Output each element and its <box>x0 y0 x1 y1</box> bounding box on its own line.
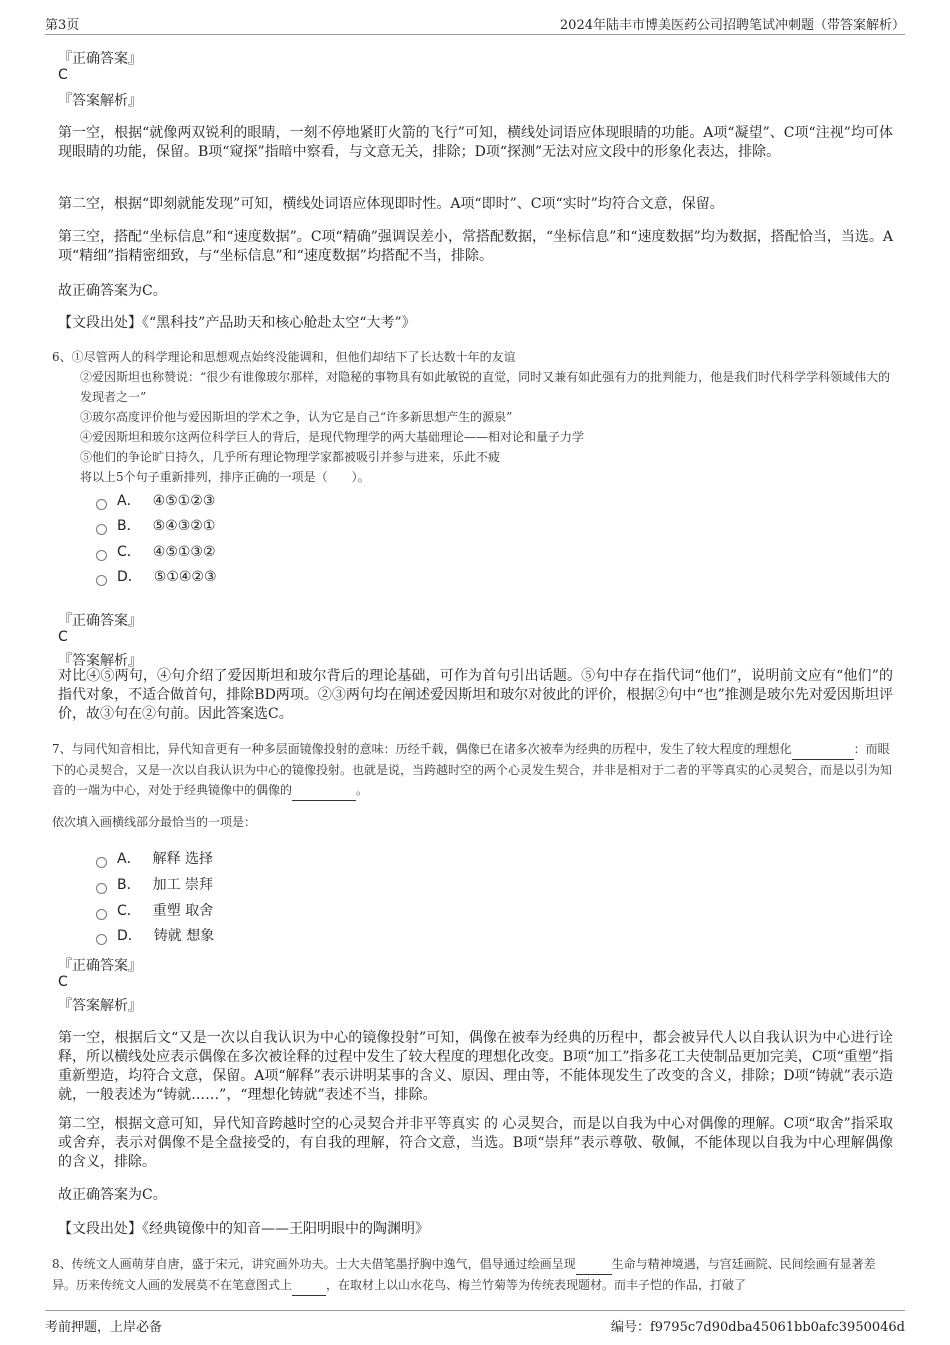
q7-answer: C <box>58 974 68 990</box>
q6-line-3: ③玻尔高度评价他与爱因斯坦的学术之争，认为它是自己“许多新思想产生的源泉” <box>80 410 513 424</box>
radio-icon[interactable] <box>96 524 107 535</box>
q6-stem <box>52 347 897 487</box>
footer-slogan: 考前押题，上岸必备 <box>45 1320 163 1335</box>
q6-answer: C <box>58 629 68 645</box>
q7-analysis-label: 『答案解析』 <box>58 998 142 1014</box>
q5-analysis-para-3: 第三空，搭配“坐标信息”和“速度数据”。C项“精确”强调误差小，常搭配数据，“坐标信息”和“速度数据”均为数据，搭配恰当，当选。A项“精细”指精密细致，与“坐标信息”和“速度数据”均搭配不当，排除。 <box>58 229 893 264</box>
q7-blank-2 <box>292 780 356 801</box>
q6-line-2: ②爱因斯坦也称赞说：“很少有谁像玻尔那样，对隐秘的事物具有如此敏锐的直觉，同时又兼有如此强有力的批判能力，他是我们时代科学学科领域伟大的发现者之一” <box>80 370 891 404</box>
radio-icon[interactable] <box>96 883 107 894</box>
q7-conclusion: 故正确答案为C。 <box>58 1187 167 1203</box>
q5-answer: C <box>58 67 68 83</box>
q5-answer-label: 『正确答案』 <box>58 51 142 67</box>
q6-analysis: 对比④⑤两句，④句介绍了爱因斯坦和玻尔背后的理论基础，可作为首句引出话题。⑤句中存在指代词“他们”，说明前文应有“他们”的指代对象，不适合做首句，排除BD两项。②③两句均在阐述爱因斯坦和玻尔对彼此的评价，根据②句中“也”推测是玻尔先对爱因斯坦评价，故③句在②句前。因此答案选C。 <box>58 668 893 722</box>
q6-instruction: 将以上5个句子重新排列，排序正确的一项是（ ）。 <box>80 470 370 484</box>
q5-analysis-label: 『答案解析』 <box>58 93 142 109</box>
q6-option-d[interactable]: D． ⑤①④②③ <box>96 567 217 587</box>
q7-analysis-para-2: 第二空，根据文意可知，异代知音跨越时空的心灵契合并非平等真实 的 心灵契合，而是以自我为中心对偶像的理解。C项“取舍”指采取或舍弃，表示对偶像不是全盘接受的，有自我的理解，符合文意，当选。B项“崇拜”表示尊敬、敬佩，不能体现以自我为中心理解偶像的含义，排除。 <box>58 1116 893 1170</box>
q7-source: 【文段出处】《经典镜像中的知音——王阳明眼中的陶渊明》 <box>58 1221 429 1237</box>
radio-icon[interactable] <box>96 909 107 920</box>
radio-icon[interactable] <box>96 499 107 510</box>
q7-option-a[interactable]: A． 解释 选择 <box>96 849 213 869</box>
radio-icon[interactable] <box>96 550 107 561</box>
q7-instruction: 依次填入画横线部分最恰当的一项是： <box>52 815 257 829</box>
q7-blank-1 <box>792 739 854 760</box>
page-header <box>45 12 905 35</box>
page-footer <box>45 1310 905 1335</box>
q7-option-b[interactable]: B． 加工 崇拜 <box>96 875 213 895</box>
q6-analysis-label: 『答案解析』 <box>58 653 142 669</box>
q8-blank-2 <box>292 1275 326 1296</box>
radio-icon[interactable] <box>96 575 107 586</box>
q5-conclusion: 故正确答案为C。 <box>58 283 167 299</box>
q6-line-4: ④爱因斯坦和玻尔这两位科学巨人的背后，是现代物理学的两大基础理论——相对论和量子力学 <box>80 430 585 444</box>
q5-analysis-para-1: 第一空，根据“就像两双锐利的眼睛，一刻不停地紧盯火箭的飞行”可知，横线处词语应体现眼睛的功能。A项“凝望”、C项“注视”均可体现眼睛的功能，保留。B项“窥探”指暗中察看，与文意无关，排除；D项“探测”无法对应文段中的形象化表达，排除。 <box>58 125 893 160</box>
q6-line-5: ⑤他们的争论旷日持久，几乎所有理论物理学家都被吸引并参与进来，乐此不疲 <box>80 450 501 464</box>
q6-option-b[interactable]: B． ⑤④③②① <box>96 516 215 536</box>
q5-analysis-para-2: 第二空，根据“即刻就能发现”可知，横线处词语应体现即时性。A项“即时”、C项“实时”均符合文意，保留。 <box>58 196 724 212</box>
radio-icon[interactable] <box>96 857 107 868</box>
footer-doc-id: 编号：f9795c7d90dba45061bb0afc3950046d <box>610 1320 905 1335</box>
q7-analysis-para-1: 第一空，根据后文“又是一次以自我认识为中心的镜像投射”可知，偶像在被奉为经典的历程中，都会被异代人以自我认识为中心进行诠释，所以横线处应表示偶像在多次被诠释的过程中发生了较大程度的理想化改变。B项“加工”指多花工夫使制品更加完美，C项“重塑”指重新塑造，均符合文意，保留。A项“解释”表示讲明某事的含义、原因、理由等，不能体现发生了改变的含义，排除；D项“铸就”表示造就，一般表述为“铸就……”，“理想化铸就”表述不当，排除。 <box>58 1030 893 1103</box>
q7-option-d[interactable]: D． 铸就 想象 <box>96 926 214 946</box>
q6-answer-label: 『正确答案』 <box>58 613 142 629</box>
q7-option-c[interactable]: C． 重塑 取舍 <box>96 901 213 921</box>
radio-icon[interactable] <box>96 934 107 945</box>
page-number: 第3页 <box>45 18 80 33</box>
q6-option-c[interactable]: C． ④⑤①③② <box>96 542 216 562</box>
q7-stem: 7、与同代知音相比，异代知音更有一种多层面镜像投射的意味：历经千载，偶像已在诸多次被奉为经典的历程中，发生了较大程度的理想化 ：而眼下的心灵契合，又是一次以自我认识为中心的镜像投射。也就是说，当跨越时空的两个心灵发生契合，并非是相对于二者的平等真实的心灵契合，而是以引为知音的一端为中心，对处于经典镜像中的偶像的 。 <box>52 739 897 801</box>
q6-line-1: 6、①尽管两人的科学理论和思想观点始终没能调和，但他们却结下了长达数十年的友谊 <box>52 350 516 364</box>
q8-blank-1 <box>576 1254 612 1275</box>
q7-answer-label: 『正确答案』 <box>58 958 142 974</box>
q5-source: 【文段出处】《“黑科技”产品助天和核心舱赴太空“大考”》 <box>58 315 416 331</box>
document-title: 2024年陆丰市博美医药公司招聘笔试冲刺题（带答案解析） <box>559 18 905 33</box>
q6-option-a[interactable]: A． ④⑤①②③ <box>96 491 215 511</box>
q8-stem: 8、传统文人画萌芽自唐，盛于宋元，讲究画外功夫。士大夫借笔墨抒胸中逸气，倡导通过绘画呈现 生命与精神境遇，与宫廷画院、民间绘画有显著差异。历来传统文人画的发展莫不在笔意图式上 ，在取材上以山水花鸟、梅兰竹菊等为传统表现题材。而丰子恺的作品，打破了 <box>52 1254 897 1296</box>
